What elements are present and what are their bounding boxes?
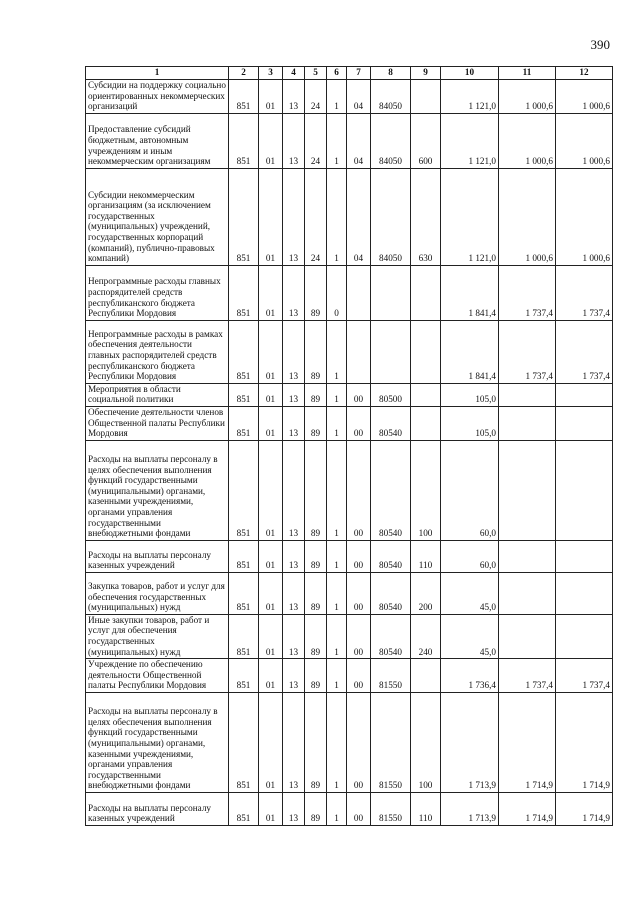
amount-2021-cell: 1 000,6 (556, 80, 613, 114)
subprogram-cell: 1 (327, 383, 347, 406)
event-cell: 00 (347, 692, 371, 792)
item-name-cell: Предоставление субсидий бюджетным, автономным учреждениям и иным некоммерческим организациям (86, 113, 229, 168)
item-name-cell: Учреждение по обеспечению деятельности Общественной палаты Республики Мордовия (86, 659, 229, 693)
amount-2021-cell (556, 406, 613, 440)
amount-2021-cell (556, 540, 613, 572)
event-cell: 00 (347, 614, 371, 658)
table-row (86, 265, 613, 320)
column-header: 12 (556, 67, 613, 80)
program-cell: 89 (305, 614, 327, 658)
direction-cell: 80540 (371, 614, 411, 658)
subsection-cell: 13 (283, 265, 305, 320)
subsection-cell: 13 (283, 540, 305, 572)
direction-cell: 80540 (371, 572, 411, 614)
table-row (86, 406, 613, 440)
amount-2019-cell: 1 713,9 (441, 792, 499, 825)
admin-code-cell: 851 (229, 540, 259, 572)
amount-2021-cell (556, 440, 613, 540)
section-cell: 01 (259, 320, 283, 383)
item-name-cell: Расходы на выплаты персоналу в целях обеспечения выполнения функций государственными (муниципальными) органами, казенными учреждениями, органами управления государственными внебюджетными фондами (86, 692, 229, 792)
admin-code-cell: 851 (229, 572, 259, 614)
subprogram-cell: 1 (327, 659, 347, 693)
amount-2019-cell: 1 841,4 (441, 320, 499, 383)
subprogram-cell: 1 (327, 692, 347, 792)
direction-cell (371, 320, 411, 383)
program-cell: 89 (305, 320, 327, 383)
event-cell: 00 (347, 383, 371, 406)
subsection-cell: 13 (283, 440, 305, 540)
expense-type-cell (411, 406, 441, 440)
direction-cell: 80500 (371, 383, 411, 406)
program-cell: 24 (305, 113, 327, 168)
direction-cell: 80540 (371, 406, 411, 440)
amount-2020-cell (499, 383, 556, 406)
amount-2019-cell: 1 841,4 (441, 265, 499, 320)
admin-code-cell: 851 (229, 320, 259, 383)
amount-2021-cell: 1 714,9 (556, 692, 613, 792)
item-name-cell: Субсидии некоммерческим организациям (за исключением государственных (муниципальных) учреждений, государственных корпораций (компаний), публично-правовых компаний) (86, 168, 229, 265)
amount-2021-cell: 1 714,9 (556, 792, 613, 825)
amount-2021-cell (556, 383, 613, 406)
section-cell: 01 (259, 792, 283, 825)
item-name-cell: Закупка товаров, работ и услуг для обеспечения государственных (муниципальных) нужд (86, 572, 229, 614)
section-cell: 01 (259, 80, 283, 114)
amount-2021-cell: 1 000,6 (556, 113, 613, 168)
subsection-cell: 13 (283, 406, 305, 440)
expense-type-cell: 200 (411, 572, 441, 614)
subprogram-cell: 1 (327, 792, 347, 825)
column-header: 4 (283, 67, 305, 80)
section-cell: 01 (259, 572, 283, 614)
expense-type-cell (411, 659, 441, 693)
table-row (86, 614, 613, 658)
subsection-cell: 13 (283, 320, 305, 383)
program-cell: 89 (305, 265, 327, 320)
direction-cell: 84050 (371, 168, 411, 265)
expense-type-cell: 110 (411, 792, 441, 825)
amount-2019-cell: 105,0 (441, 383, 499, 406)
amount-2020-cell: 1 000,6 (499, 113, 556, 168)
admin-code-cell: 851 (229, 406, 259, 440)
program-cell: 89 (305, 792, 327, 825)
direction-cell: 80540 (371, 540, 411, 572)
event-cell: 00 (347, 572, 371, 614)
item-name-cell: Мероприятия в области социальной политики (86, 383, 229, 406)
amount-2021-cell: 1 737,4 (556, 265, 613, 320)
direction-cell: 80540 (371, 440, 411, 540)
budget-table (85, 66, 613, 826)
table-row (86, 659, 613, 693)
subprogram-cell: 1 (327, 614, 347, 658)
program-cell: 89 (305, 440, 327, 540)
amount-2020-cell (499, 440, 556, 540)
direction-cell: 84050 (371, 113, 411, 168)
subsection-cell: 13 (283, 80, 305, 114)
expense-type-cell (411, 320, 441, 383)
subprogram-cell: 0 (327, 265, 347, 320)
event-cell: 00 (347, 659, 371, 693)
program-cell: 89 (305, 692, 327, 792)
program-cell: 89 (305, 572, 327, 614)
amount-2019-cell: 60,0 (441, 440, 499, 540)
section-cell: 01 (259, 659, 283, 693)
event-cell (347, 320, 371, 383)
event-cell: 00 (347, 792, 371, 825)
program-cell: 24 (305, 168, 327, 265)
admin-code-cell: 851 (229, 659, 259, 693)
item-name-cell: Субсидии на поддержку социально ориентированных некоммерческих организаций (86, 80, 229, 114)
subprogram-cell: 1 (327, 168, 347, 265)
subprogram-cell: 1 (327, 113, 347, 168)
column-header: 9 (411, 67, 441, 80)
table-body (86, 80, 613, 826)
subprogram-cell: 1 (327, 440, 347, 540)
item-name-cell: Иные закупки товаров, работ и услуг для обеспечения государственных (муниципальных) нужд (86, 614, 229, 658)
column-header: 3 (259, 67, 283, 80)
amount-2021-cell (556, 572, 613, 614)
expense-type-cell: 110 (411, 540, 441, 572)
item-name-cell: Непрограммные расходы главных распорядителей средств республиканского бюджета Республики Мордовия (86, 265, 229, 320)
event-cell: 04 (347, 113, 371, 168)
amount-2019-cell: 1 736,4 (441, 659, 499, 693)
amount-2019-cell: 45,0 (441, 572, 499, 614)
admin-code-cell: 851 (229, 265, 259, 320)
subsection-cell: 13 (283, 168, 305, 265)
subsection-cell: 13 (283, 792, 305, 825)
direction-cell: 81550 (371, 692, 411, 792)
event-cell (347, 265, 371, 320)
amount-2021-cell: 1 000,6 (556, 168, 613, 265)
table-header-row (86, 67, 613, 80)
table-row (86, 168, 613, 265)
expense-type-cell (411, 383, 441, 406)
event-cell: 00 (347, 440, 371, 540)
subprogram-cell: 1 (327, 406, 347, 440)
section-cell: 01 (259, 440, 283, 540)
amount-2021-cell: 1 737,4 (556, 659, 613, 693)
amount-2020-cell (499, 406, 556, 440)
event-cell: 04 (347, 168, 371, 265)
expense-type-cell: 100 (411, 692, 441, 792)
amount-2019-cell: 60,0 (441, 540, 499, 572)
event-cell: 04 (347, 80, 371, 114)
subprogram-cell: 1 (327, 540, 347, 572)
table-row (86, 80, 613, 114)
expense-type-cell: 100 (411, 440, 441, 540)
amount-2020-cell (499, 614, 556, 658)
admin-code-cell: 851 (229, 80, 259, 114)
section-cell: 01 (259, 692, 283, 792)
amount-2020-cell: 1 000,6 (499, 80, 556, 114)
subsection-cell: 13 (283, 692, 305, 792)
subprogram-cell: 1 (327, 572, 347, 614)
page-number: 390 (590, 37, 610, 52)
amount-2019-cell: 1 121,0 (441, 168, 499, 265)
amount-2020-cell: 1 737,4 (499, 320, 556, 383)
table-row (86, 113, 613, 168)
admin-code-cell: 851 (229, 383, 259, 406)
amount-2019-cell: 1 121,0 (441, 113, 499, 168)
item-name-cell: Расходы на выплаты персоналу казенных учреждений (86, 540, 229, 572)
admin-code-cell: 851 (229, 440, 259, 540)
section-cell: 01 (259, 406, 283, 440)
expense-type-cell: 630 (411, 168, 441, 265)
table-row (86, 383, 613, 406)
amount-2021-cell (556, 614, 613, 658)
expense-type-cell (411, 80, 441, 114)
program-cell: 89 (305, 406, 327, 440)
amount-2020-cell (499, 572, 556, 614)
table-row (86, 320, 613, 383)
section-cell: 01 (259, 383, 283, 406)
amount-2020-cell (499, 540, 556, 572)
program-cell: 89 (305, 540, 327, 572)
column-header: 8 (371, 67, 411, 80)
subprogram-cell: 1 (327, 80, 347, 114)
section-cell: 01 (259, 614, 283, 658)
amount-2019-cell: 1 121,0 (441, 80, 499, 114)
amount-2019-cell: 105,0 (441, 406, 499, 440)
amount-2021-cell: 1 737,4 (556, 320, 613, 383)
column-header: 1 (86, 67, 229, 80)
subprogram-cell: 1 (327, 320, 347, 383)
item-name-cell: Расходы на выплаты персоналу казенных учреждений (86, 792, 229, 825)
amount-2020-cell: 1 737,4 (499, 265, 556, 320)
expense-type-cell: 600 (411, 113, 441, 168)
event-cell: 00 (347, 406, 371, 440)
event-cell: 00 (347, 540, 371, 572)
amount-2020-cell: 1 714,9 (499, 792, 556, 825)
item-name-cell: Расходы на выплаты персоналу в целях обеспечения выполнения функций государственными (муниципальными) органами, казенными учреждениями, органами управления государственными внебюджетными фондами (86, 440, 229, 540)
subsection-cell: 13 (283, 614, 305, 658)
subsection-cell: 13 (283, 659, 305, 693)
section-cell: 01 (259, 113, 283, 168)
column-header: 5 (305, 67, 327, 80)
amount-2020-cell: 1 000,6 (499, 168, 556, 265)
program-cell: 89 (305, 383, 327, 406)
admin-code-cell: 851 (229, 614, 259, 658)
section-cell: 01 (259, 168, 283, 265)
table-row (86, 440, 613, 540)
column-header: 7 (347, 67, 371, 80)
amount-2019-cell: 1 713,9 (441, 692, 499, 792)
column-header: 11 (499, 67, 556, 80)
table-row (86, 540, 613, 572)
admin-code-cell: 851 (229, 168, 259, 265)
admin-code-cell: 851 (229, 692, 259, 792)
table-row (86, 692, 613, 792)
program-cell: 89 (305, 659, 327, 693)
amount-2019-cell: 45,0 (441, 614, 499, 658)
amount-2020-cell: 1 737,4 (499, 659, 556, 693)
table-row (86, 572, 613, 614)
item-name-cell: Непрограммные расходы в рамках обеспечения деятельности главных распорядителей средств республиканского бюджета Республики Мордовия (86, 320, 229, 383)
direction-cell: 81550 (371, 659, 411, 693)
column-header: 10 (441, 67, 499, 80)
expense-type-cell: 240 (411, 614, 441, 658)
amount-2020-cell: 1 714,9 (499, 692, 556, 792)
program-cell: 24 (305, 80, 327, 114)
section-cell: 01 (259, 540, 283, 572)
subsection-cell: 13 (283, 572, 305, 614)
expense-type-cell (411, 265, 441, 320)
subsection-cell: 13 (283, 383, 305, 406)
table-row (86, 792, 613, 825)
direction-cell (371, 265, 411, 320)
section-cell: 01 (259, 265, 283, 320)
item-name-cell: Обеспечение деятельности членов Общественной палаты Республики Мордовия (86, 406, 229, 440)
column-header: 6 (327, 67, 347, 80)
admin-code-cell: 851 (229, 113, 259, 168)
direction-cell: 81550 (371, 792, 411, 825)
admin-code-cell: 851 (229, 792, 259, 825)
direction-cell: 84050 (371, 80, 411, 114)
column-header: 2 (229, 67, 259, 80)
subsection-cell: 13 (283, 113, 305, 168)
